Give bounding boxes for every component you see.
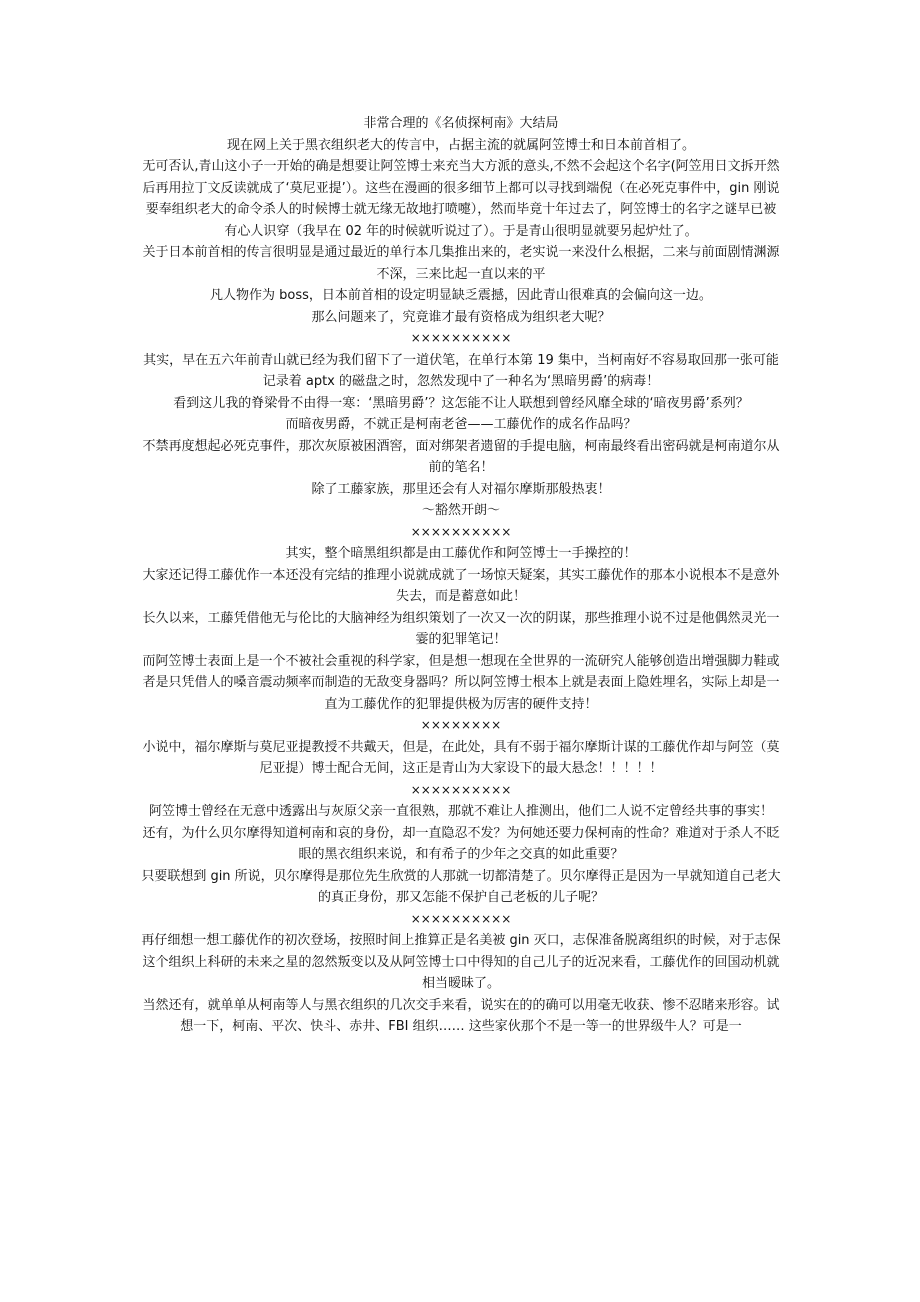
paragraph: 不禁再度想起必死克事件，那次灰原被困酒窖，面对绑架者遗留的手提电脑，柯南最终看出密码就是柯南道尔从前的笔名！ <box>142 438 780 475</box>
paragraph: 无可否认,青山这小子一开始的确是想要让阿笠博士来充当大方派的意头,不然不会起这个名字(阿笠用日文拆开然后再用拉丁文反读就成了‘莫尼亚提’）。这些在漫画的很多细节上都可以寻找到端倪（在必死克事件中，gin 刚说要奉组织老大的命令杀人的时候博士就无缘无故地打喷嚏），然而毕竟十年过去了，阿笠博士的名字之谜早已被有心人识穿（我早在 02 年的时候就听说过了）。于是青山很明显就要另起炉灶了。 <box>142 159 780 239</box>
section-divider: ×××××××××× <box>410 524 512 539</box>
paragraph: ～豁然开朗～ <box>421 503 500 518</box>
paragraph: 关于日本前首相的传言很明显是通过最近的单行本几集推出来的，老实说一来没什么根据，二来与前面剧情渊源不深，三来比起一直以来的平 <box>142 245 780 282</box>
paragraph: 阿笠博士曾经在无意中透露出与灰原父亲一直很熟，那就不难让人推测出，他们二人说不定曾经共事的事实！ <box>148 804 773 819</box>
paragraph: 小说中，福尔摩斯与莫尼亚提教授不共戴天，但是，在此处，具有不弱于福尔摩斯计谋的工藤优作却与阿笠（莫尼亚提）博士配合无间，这正是青山为大家设下的最大悬念！！！！！ <box>142 739 780 776</box>
paragraph: 那么问题来了，究竟谁才最有资格成为组织老大呢？ <box>311 309 611 325</box>
section-divider: ×××××××× <box>420 718 502 732</box>
paragraph: 大家还记得工藤优作一本还没有完结的推理小说就成就了一场惊天疑案，其实工藤优作的那本小说根本不是意外失去，而是蓄意如此！ <box>142 567 780 604</box>
paragraph: 其实，整个暗黑组织都是由工藤优作和阿笠博士一手操控的！ <box>285 546 637 561</box>
document-body <box>140 113 782 1038</box>
paragraph: 而阿笠博士表面上是一个不被社会重视的科学家，但是想一想现在全世界的一流研究人能够创造出增强脚力鞋或者是只凭借人的嗓音震动频率而制造的无敌变身器吗？所以阿笠博士根本上就是表面上隐姓埋名，实际上却是一直为工藤优作的犯罪提供极为厉害的硬件支持！ <box>142 653 780 712</box>
paragraph: 除了工藤家族，那里还会有人对福尔摩斯那般热衷！ <box>311 481 611 497</box>
document-title: 非常合理的《名侦探柯南》大结局 <box>363 116 559 131</box>
section-divider: ×××××××××× <box>410 911 512 926</box>
paragraph: 凡人物作为 boss，日本前首相的设定明显缺乏震撼，因此青山很难真的会偏向这一边。 <box>210 288 712 303</box>
paragraph: 长久以来，工藤凭借他无与伦比的大脑神经为组织策划了一次又一次的阴谋，那些推理小说不过是他偶然灵光一霎的犯罪笔记！ <box>142 610 780 647</box>
paragraph: 还有，为什么贝尔摩得知道柯南和哀的身份，却一直隐忍不发？为何她还要力保柯南的性命？难道对于杀人不眨眼的黑衣组织来说，和有希子的少年之交真的如此重要？ <box>142 825 780 862</box>
paragraph: 而暗夜男爵，不就正是柯南老爸——工藤优作的成名作品吗？ <box>285 417 637 432</box>
paragraph: 其实，早在五六年前青山就已经为我们留下了一道伏笔，在单行本第 19 集中，当柯南好不容易取回那一张可能记录着 aptx 的磁盘之时，忽然发现中了一种名为‘黑暗男爵’的病毒！ <box>143 352 779 389</box>
paragraph: 只要联想到 gin 所说，贝尔摩得是那位先生欣赏的人那就一切都清楚了。贝尔摩得正是因为一早就知道自己老大的真正身份，那又怎能不保护自己老板的儿子呢？ <box>141 868 781 905</box>
section-divider: ×××××××××× <box>410 782 512 797</box>
paragraph: 当然还有，就单单从柯南等人与黑衣组织的几次交手来看，说实在的的确可以用毫无收获、惨不忍睹来形容。试想一下，柯南、平次、快斗、赤井、FBI 组织…… 这些家伙那个不是一等一的世界级牛人？可是一 <box>142 997 780 1034</box>
section-divider: ×××××××××× <box>410 331 512 345</box>
paragraph: 再仔细想一想工藤优作的初次登场，按照时间上推算正是名美被 gin 灭口，志保准备脱离组织的时候，对于志保这个组织上科研的未来之星的忽然叛变以及从阿笠博士口中得知的自己儿子的近况来看，工藤优作的回国动机就相当暧昧了。 <box>141 933 781 991</box>
paragraph: 现在网上关于黑衣组织老大的传言中，占据主流的就属阿笠博士和日本前首相了。 <box>226 137 695 153</box>
paragraph: 看到这儿我的脊梁骨不由得一寒：‘黑暗男爵’？这怎能不让人联想到曾经风靡全球的‘暗夜男爵’系列？ <box>173 395 749 411</box>
